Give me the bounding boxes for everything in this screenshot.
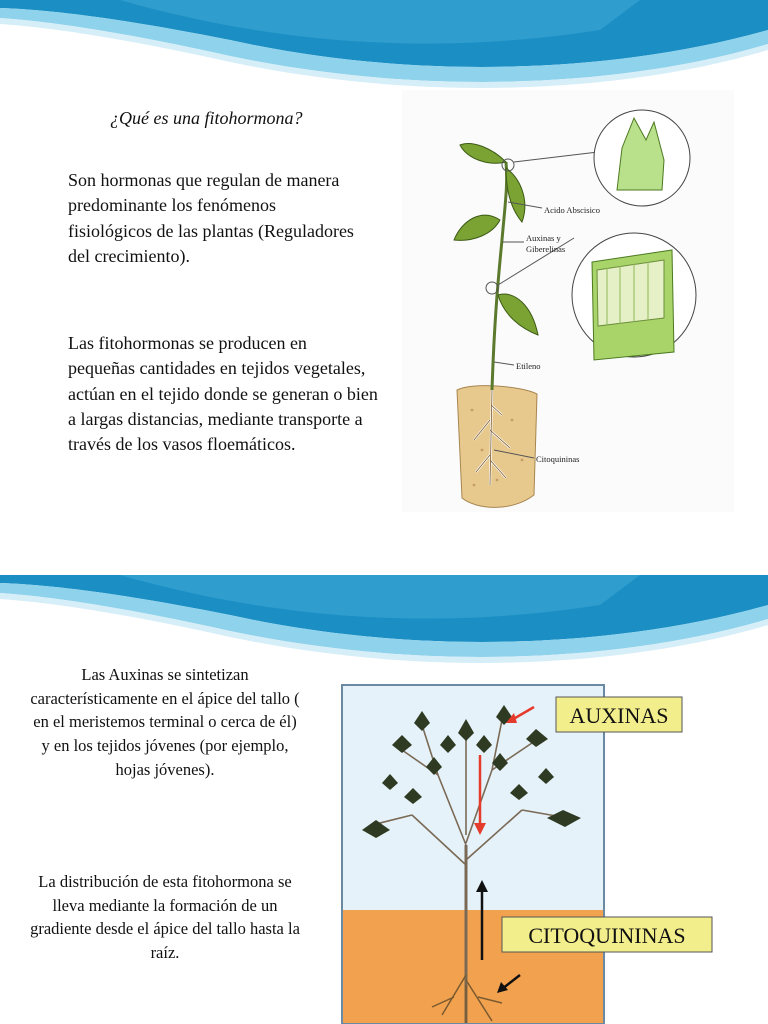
header-wave bbox=[0, 0, 768, 90]
plant-hormone-figure bbox=[402, 90, 734, 522]
auxin-synthesis-paragraph: Las Auxinas se sintetizan característicamente en el ápice del tallo ( en el meristemos terminal o cerca de él) y en los tejidos jóvenes (por ejemplo, hojas jóvenes). bbox=[30, 665, 300, 779]
slide-2 bbox=[0, 575, 768, 1024]
slide-gap bbox=[0, 512, 768, 575]
auxin-cytokinin-figure bbox=[342, 685, 686, 1024]
label-abscisic: Acido Abscisico bbox=[544, 205, 600, 215]
label-citoquininas: CITOQUININAS bbox=[528, 923, 686, 948]
header-wave bbox=[0, 575, 768, 665]
definition-paragraph: Son hormonas que regulan de manera predominante los fenómenos fisiológicos de las plantas (Reguladores del crecimiento). bbox=[68, 170, 354, 266]
slide-title: ¿Qué es una fitohormona? bbox=[110, 108, 303, 128]
label-auxins-b: Giberelinas bbox=[526, 244, 566, 254]
label-auxins-a: Auxinas y bbox=[526, 233, 561, 243]
label-ethylene: Etileno bbox=[516, 361, 541, 371]
auxin-distribution-paragraph: La distribución de esta fitohormona se lleva mediante la formación de un gradiente desde el ápice del tallo hasta la raíz. bbox=[30, 872, 300, 963]
label-auxinas: AUXINAS bbox=[569, 703, 669, 728]
production-paragraph: Las fitohormonas se producen en pequeñas cantidades en tejidos vegetales, actúan en el tejido donde se generan o bien a largas distancias, mediante transporte a través de los vasos floemáticos. bbox=[68, 333, 378, 455]
label-cytokinins: Citoquininas bbox=[536, 454, 580, 464]
